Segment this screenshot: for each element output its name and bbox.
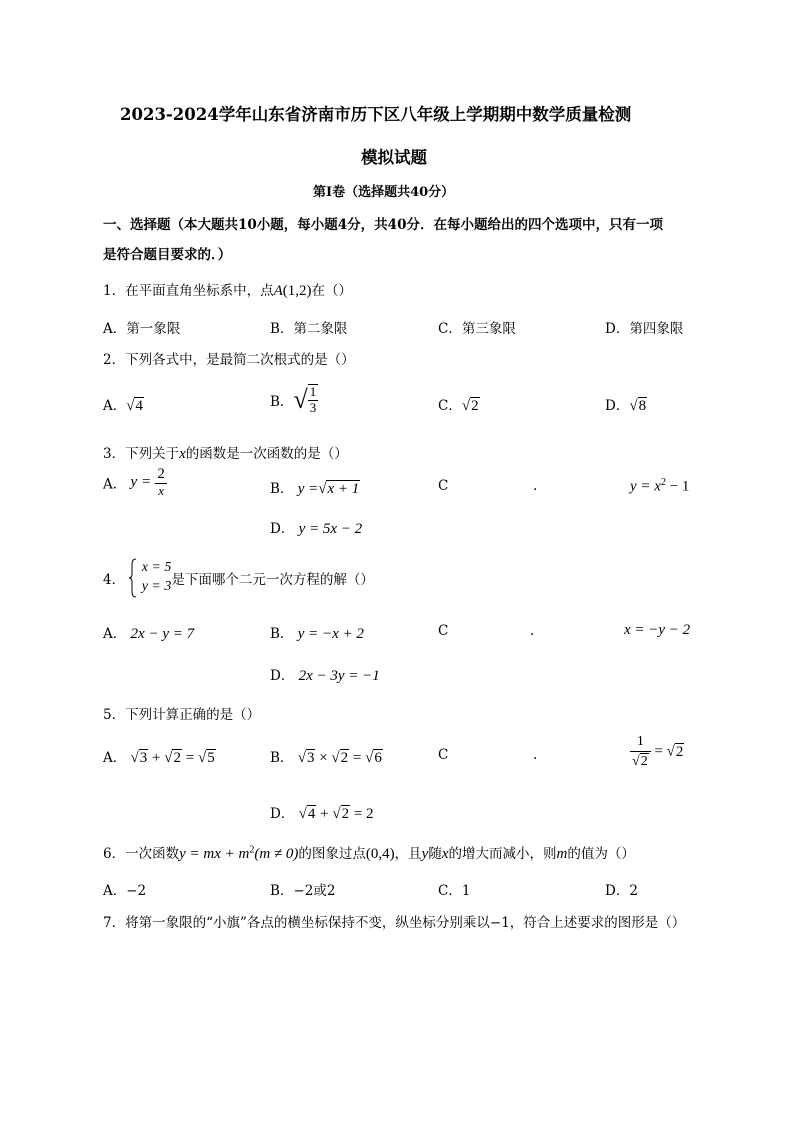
radicand: 2 xyxy=(675,744,684,761)
question-3-stem-post: 的函数是一次函数的是（） xyxy=(185,446,348,462)
question-6-option-a[interactable]: A．−2 xyxy=(103,883,147,899)
option-label: B． xyxy=(270,393,294,410)
question-4-option-a[interactable] xyxy=(103,622,194,643)
radicand: 8 xyxy=(638,398,647,414)
radicand: 4 xyxy=(135,398,143,414)
variable-x: x xyxy=(441,846,449,862)
operator: + xyxy=(148,750,165,766)
operator: + xyxy=(316,806,333,822)
operator: × xyxy=(315,750,332,766)
radicand: 2 xyxy=(340,750,349,766)
option-label: C． xyxy=(438,398,462,414)
option-label: D． xyxy=(270,806,295,822)
question-5-option-c-dot: . xyxy=(533,747,538,763)
question-5-option-c-label[interactable]: C xyxy=(438,747,449,763)
system-eq-top: x = 5 xyxy=(141,560,172,576)
equals: = xyxy=(181,750,198,766)
option-label: D． xyxy=(270,521,295,537)
system-eq-bottom: y = 3 xyxy=(141,579,172,594)
denominator: x xyxy=(158,483,165,499)
question-1-stem xyxy=(103,279,352,300)
question-3-option-a[interactable] xyxy=(103,466,167,499)
question-5-option-b[interactable]: B． √3 × √2 = √6 xyxy=(270,750,382,766)
question-3-option-b[interactable]: B． y =√x + 1 xyxy=(270,481,360,497)
equals: = xyxy=(650,743,667,760)
question-1-stem-pre: 1．在平面直角坐标系中，点 xyxy=(103,283,274,299)
expression: 2x − y = 7 xyxy=(130,626,195,642)
option-label: B． xyxy=(270,750,294,766)
point: (0,4) xyxy=(365,846,395,862)
expression-tail: − 1 xyxy=(665,478,690,495)
question-3-stem xyxy=(103,442,348,463)
expression: 2x − 3y = −1 xyxy=(298,668,380,684)
exponent: 2 xyxy=(249,844,255,856)
question-4-option-c-expression[interactable] xyxy=(624,622,690,639)
question-7-stem: 7．将第一象限的“小旗”各点的横坐标保持不变，纵坐标分别乘以−1，符合上述要求的图形是（） xyxy=(103,915,686,931)
radicand: 5 xyxy=(207,750,215,766)
stem-mid4: 的增大而减小，则 xyxy=(448,846,557,862)
numerator: 1 xyxy=(636,734,644,749)
option-label: D． xyxy=(270,668,295,684)
question-1-stem-post: 在（） xyxy=(311,283,353,299)
question-1-option-b[interactable]: B．第二象限 xyxy=(270,321,348,337)
equals: = xyxy=(349,750,366,766)
brace-icon xyxy=(129,558,137,598)
expression-lhs: y = xyxy=(297,481,319,497)
option-label: A． xyxy=(103,398,127,414)
question-1-option-a[interactable]: A．第一象限 xyxy=(103,321,181,337)
question-5-option-a[interactable]: A． √3 + √2 = √5 xyxy=(103,750,215,766)
radicand: 2 xyxy=(173,750,181,766)
radicand: 2 xyxy=(640,754,648,770)
question-1-option-d[interactable]: D．第四象限 xyxy=(605,321,684,337)
radicand: 6 xyxy=(374,750,382,766)
fraction: $\frac{1}{√2}$ xyxy=(630,734,651,770)
radicand: 4 xyxy=(307,806,316,822)
question-1-option-c[interactable]: C．第三象限 xyxy=(438,321,516,337)
option-label: D． xyxy=(605,398,630,414)
option-label: B． xyxy=(270,626,294,642)
question-4-stem-post: 是下面哪个二元一次方程的解（） xyxy=(171,572,374,588)
question-5-option-c-expression[interactable]: $\frac{1}{√2}$ = √2 xyxy=(632,734,684,770)
variable: x xyxy=(179,446,186,462)
question-5-option-d[interactable]: D． √4 + √2 = 2 xyxy=(270,806,374,822)
question-3-option-d[interactable] xyxy=(270,517,362,538)
radicand: 2 xyxy=(471,398,479,414)
expression: y = x xyxy=(630,478,661,495)
document-title-line2: 模拟试题 xyxy=(361,148,427,167)
question-4-option-b[interactable] xyxy=(270,622,364,643)
question-4-stem xyxy=(103,558,374,598)
question-3-option-c-dot: . xyxy=(533,478,538,494)
exponent: 2 xyxy=(660,477,666,488)
equals: = 2 xyxy=(350,806,374,822)
option-label: A． xyxy=(103,476,127,493)
stem-mid3: 随 xyxy=(428,846,442,862)
question-3-stem-pre: 3．下列关于 xyxy=(103,446,180,462)
question-1-point-coords: (1,2) xyxy=(282,283,312,299)
part-heading-line1: 一、选择题（本大题共10小题，每小题4分，共40分．在每小题给出的四个选项中，只有一项 xyxy=(103,217,663,233)
question-2-stem: 2．下列各式中，是最简二次根式的是（） xyxy=(103,352,355,368)
stem-post: 的值为（） xyxy=(567,846,635,862)
question-6-option-c[interactable]: C．1 xyxy=(438,883,471,899)
option-label: A． xyxy=(103,750,127,766)
condition: (m ≠ 0) xyxy=(254,846,299,862)
section-title: 第Ⅰ卷（选择题共40分） xyxy=(313,185,455,200)
stem-mid2: ，且 xyxy=(394,846,422,862)
stem-mid: 的图象过点 xyxy=(298,846,366,862)
numerator: 1 xyxy=(309,384,317,399)
question-4-option-c-dot: . xyxy=(530,623,535,639)
question-5-stem: 5．下列计算正确的是（） xyxy=(103,707,261,723)
function-expression: y = mx + m xyxy=(179,846,250,862)
question-2-option-d[interactable]: D．√8 xyxy=(605,398,647,414)
numerator: 2 xyxy=(155,466,167,484)
question-6-stem xyxy=(103,842,635,863)
question-4-option-d[interactable] xyxy=(270,664,380,685)
radicand: 3 xyxy=(306,750,315,766)
question-2-option-b[interactable]: B．√ $\frac{1}{3}$ xyxy=(270,384,317,415)
variable-m: m xyxy=(556,846,568,862)
question-6-option-b[interactable]: B．−2或2 xyxy=(270,883,336,899)
question-3-option-c-expression[interactable] xyxy=(630,477,689,496)
radicand: 2 xyxy=(341,806,350,822)
question-2-option-c[interactable]: C．√2 xyxy=(438,398,479,414)
document-title-line1: 2023-2024学年山东省济南市历下区八年级上学期期中数学质量检测 xyxy=(120,105,632,124)
question-1-point-label: A xyxy=(273,283,283,299)
part-heading-line2: 是符合题目要求的．） xyxy=(103,247,232,263)
stem-pre: 6．一次函数 xyxy=(103,846,180,862)
question-number: 4． xyxy=(103,572,126,588)
question-4-option-c-label[interactable]: C xyxy=(438,623,449,639)
expression: y = 5x − 2 xyxy=(298,521,363,537)
expression-lhs: y = xyxy=(130,474,152,491)
denominator: 3 xyxy=(309,399,317,415)
question-6-option-d[interactable]: D．2 xyxy=(605,883,638,899)
radicand: x + 1 xyxy=(327,481,360,497)
radicand: 3 xyxy=(139,750,148,766)
variable-y: y xyxy=(421,846,429,862)
option-label: A． xyxy=(103,626,127,642)
question-3-option-c-label[interactable]: C xyxy=(438,478,449,494)
expression: x = −y − 2 xyxy=(624,622,691,638)
fraction xyxy=(155,466,167,499)
option-label: B． xyxy=(270,481,294,497)
question-2-option-a[interactable]: A．√4 xyxy=(103,398,143,414)
fraction xyxy=(308,385,319,416)
expression: y = −x + 2 xyxy=(297,626,364,642)
